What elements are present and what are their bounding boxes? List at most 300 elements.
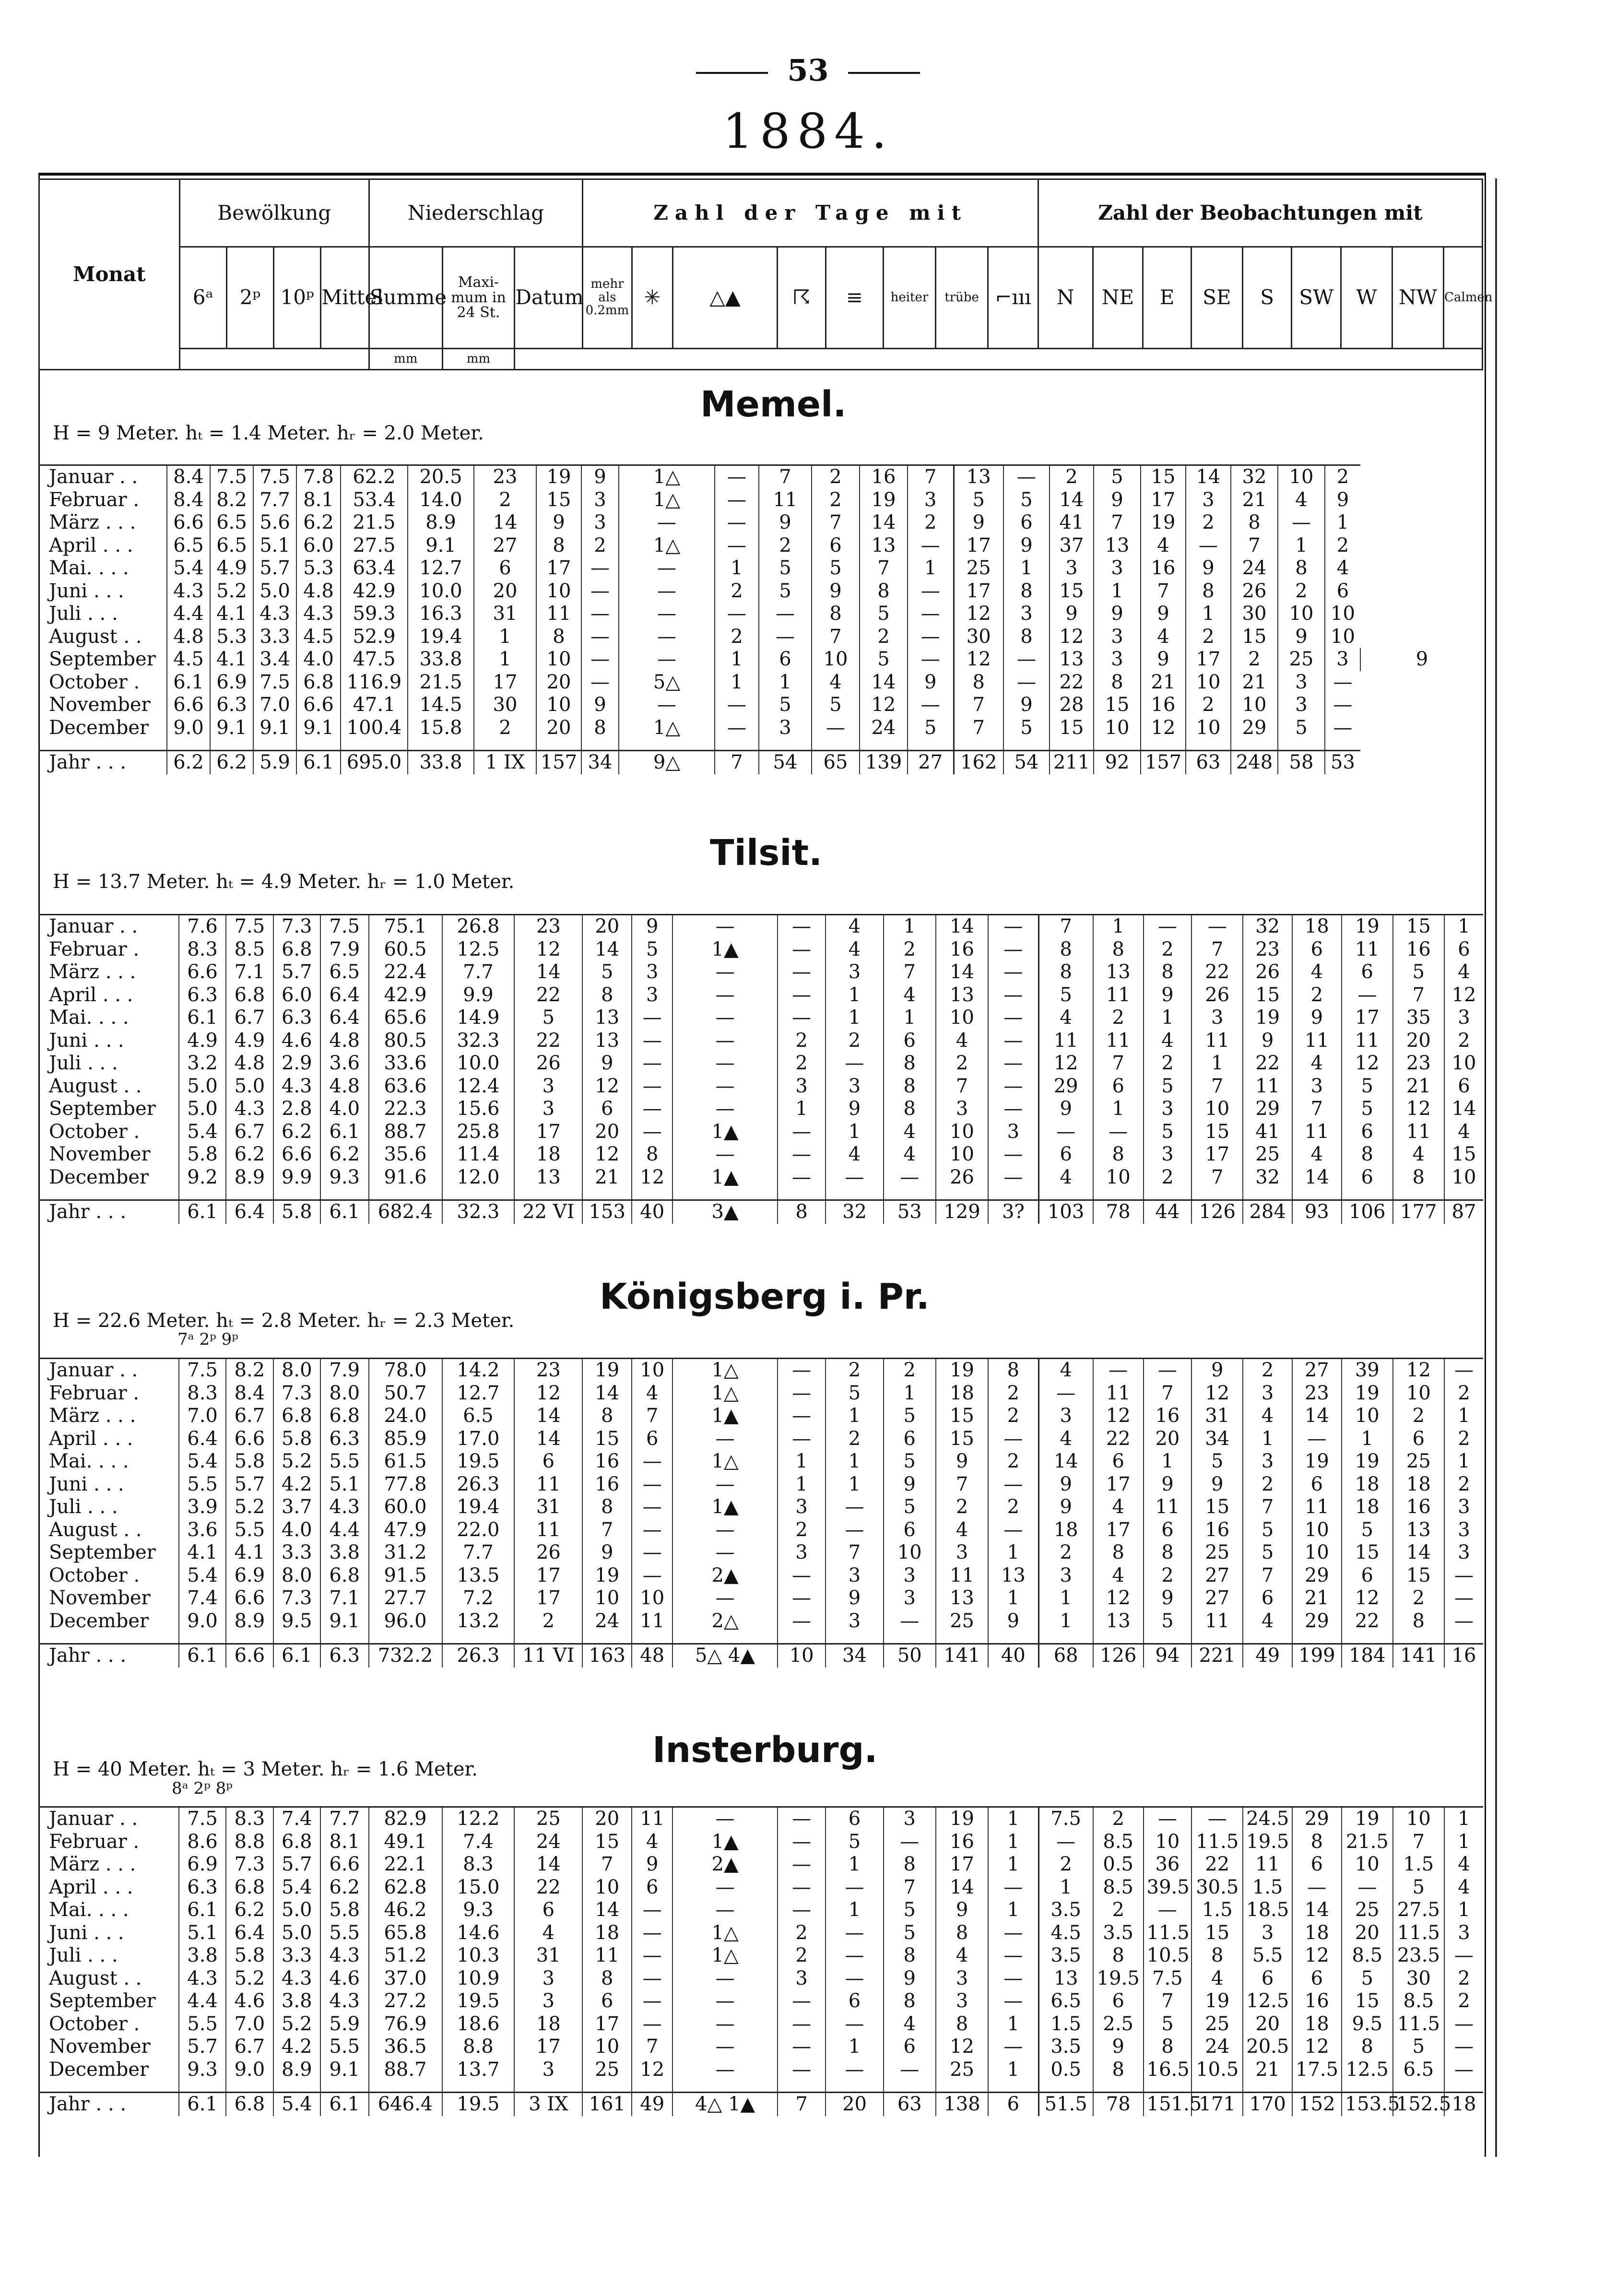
cell-heiter: 6 xyxy=(884,2036,936,2059)
cell-mehr: 153 xyxy=(582,1200,632,1224)
cell-summe: 88.7 xyxy=(369,2059,442,2082)
cell-s: 4 xyxy=(1141,626,1186,649)
cell-b10p: 5.7 xyxy=(273,961,320,984)
cell-thunder: 3 xyxy=(778,1967,826,1990)
cell-sw: 17 xyxy=(1186,648,1231,671)
cell-se: 1.5 xyxy=(1191,1899,1243,1922)
cell-hail: — xyxy=(672,1428,778,1451)
cell-calmen: 1 xyxy=(1444,1899,1483,1922)
cell-summe: 77.8 xyxy=(369,1473,442,1496)
cell-b10p: 3.4 xyxy=(253,648,296,671)
month-label: Juli . . . xyxy=(49,1496,118,1518)
cell-undefined: 9 xyxy=(1360,648,1483,671)
cell-b2p: 4.1 xyxy=(210,603,253,626)
cell-fog: 20 xyxy=(826,2093,883,2116)
cell-ne: 22 xyxy=(1093,1428,1144,1451)
cell-nw: 35 xyxy=(1393,1006,1444,1030)
cell-b10p: 9.5 xyxy=(273,1610,320,1633)
cell-b10p: 3.3 xyxy=(273,1541,320,1564)
cell-snow: 9 xyxy=(632,915,672,938)
cell-bmittel: 6.6 xyxy=(320,1853,369,1876)
cell-hail: 1▲ xyxy=(672,1831,778,1854)
cell-storm: — xyxy=(988,938,1038,961)
cell-maximum: 13.2 xyxy=(442,1610,515,1633)
cell-n: — xyxy=(1038,1121,1093,1144)
cell-datum: 4 xyxy=(514,1922,582,1945)
cell-snow: 6 xyxy=(632,1428,672,1451)
cell-n: 3 xyxy=(1038,1405,1093,1428)
cell-b2p: 6.9 xyxy=(210,671,253,694)
cell-hail: — xyxy=(619,603,715,626)
cell-snow: — xyxy=(632,1519,672,1542)
cell-e: — xyxy=(1144,1359,1192,1382)
cell-summe: 646.4 xyxy=(369,2093,442,2116)
cell-nw: 6.5 xyxy=(1393,2059,1444,2082)
cell-se: 15 xyxy=(1191,1121,1243,1144)
table-row xyxy=(38,489,1483,512)
cell-se: 9 xyxy=(1191,1473,1243,1496)
cell-heiter: 8 xyxy=(884,1052,936,1075)
month-label: November xyxy=(49,2036,151,2058)
cell-b2p: 6.6 xyxy=(226,1587,273,1610)
cell-maximum: 14.9 xyxy=(442,1006,515,1030)
cell-nw: 25 xyxy=(1393,1450,1444,1473)
cell-bmittel: 4.6 xyxy=(320,1967,369,1990)
cell-e: 10 xyxy=(1144,1831,1192,1854)
cell-calmen: 1 xyxy=(1325,511,1360,534)
cell-fog: 1 xyxy=(826,2036,883,2059)
cell-fog: 6 xyxy=(826,1807,883,1831)
cell-fog: 4 xyxy=(826,915,883,938)
jahr-row xyxy=(38,2093,1483,2116)
cell-ne: 9 xyxy=(1003,694,1050,717)
header-zahl-tage: Zahl der Tage mit xyxy=(583,179,1038,247)
cell-hail: 1△ xyxy=(619,534,715,557)
cell-sw: 152 xyxy=(1292,2093,1342,2116)
cell-b2p: 6.6 xyxy=(226,1644,273,1668)
cell-se: 22 xyxy=(1191,1853,1243,1876)
cell-thunder: — xyxy=(778,915,826,938)
cell-ne: 8 xyxy=(1003,580,1050,603)
cell-se: 3 xyxy=(1191,1006,1243,1030)
cell-maximum: 7.7 xyxy=(442,961,515,984)
cell-b10p: 7.3 xyxy=(273,1587,320,1610)
cell-mehr: 17 xyxy=(536,557,581,580)
table-row xyxy=(38,1166,1483,1189)
cell-fog: 1 xyxy=(826,1853,883,1876)
table-row xyxy=(38,1944,1483,1967)
cell-fog: 1 xyxy=(826,984,883,1007)
cell-maximum: 14.5 xyxy=(408,694,474,717)
cell-mehr: 9 xyxy=(582,1541,632,1564)
cell-b10p: 5.0 xyxy=(253,580,296,603)
cell-snow: — xyxy=(632,1899,672,1922)
cell-summe: 47.1 xyxy=(341,694,408,717)
month-label: März . . . xyxy=(49,511,136,533)
cell-datum: 18 xyxy=(514,1143,582,1166)
cell-storm: 13 xyxy=(988,1564,1038,1587)
cell-b6a: 9.2 xyxy=(179,1166,226,1189)
cell-heiter: 50 xyxy=(884,1644,936,1668)
cell-mehr: 8 xyxy=(536,534,581,557)
cell-ne: 2 xyxy=(1093,1899,1144,1922)
cell-nw: 152.5 xyxy=(1393,2093,1444,2116)
cell-mehr: 163 xyxy=(582,1644,632,1668)
cell-se: 221 xyxy=(1191,1644,1243,1668)
cell-storm: 7 xyxy=(908,465,954,489)
cell-maximum: 14.2 xyxy=(442,1359,515,1382)
cell-nw: 15 xyxy=(1393,915,1444,938)
cell-b10p: 5.4 xyxy=(273,1876,320,1899)
cell-nw: 3 xyxy=(1278,694,1325,717)
month-label: Februar . xyxy=(49,1830,140,1853)
cell-sw: 11 xyxy=(1292,1030,1342,1053)
cell-mehr: 6 xyxy=(582,1098,632,1121)
cell-summe: 96.0 xyxy=(369,1610,442,1633)
cell-s: 3 xyxy=(1243,1382,1292,1405)
cell-nw: 1.5 xyxy=(1393,1853,1444,1876)
cell-b2p: 6.2 xyxy=(226,1143,273,1166)
cell-se: 27 xyxy=(1191,1564,1243,1587)
cell-e: 8 xyxy=(1144,961,1192,984)
cell-bmittel: 4.3 xyxy=(320,1496,369,1519)
cell-w: 9.5 xyxy=(1342,2013,1393,2036)
cell-maximum: 19.5 xyxy=(442,1990,515,2013)
month-label: Mai. . . . xyxy=(49,557,129,579)
cell-ne: — xyxy=(1003,648,1050,671)
cell-storm: 2 xyxy=(988,1450,1038,1473)
cell-w: 22 xyxy=(1342,1610,1393,1633)
cell-bmittel: 9.1 xyxy=(296,717,341,740)
cell-datum: 30 xyxy=(474,694,536,717)
cell-nw: 10 xyxy=(1393,1382,1444,1405)
cell-bmittel: 3.8 xyxy=(320,1541,369,1564)
cell-n: 29 xyxy=(1038,1075,1093,1098)
cell-fog: — xyxy=(826,1496,883,1519)
cell-b2p: 5.0 xyxy=(226,1075,273,1098)
col-sw: SW xyxy=(1292,247,1341,349)
table-row xyxy=(38,1519,1483,1542)
cell-b10p: 8.0 xyxy=(273,1564,320,1587)
cell-snow: — xyxy=(632,1006,672,1030)
month-label: August . . xyxy=(49,1518,142,1541)
cell-heiter: 6 xyxy=(812,534,860,557)
cell-summe: 47.5 xyxy=(341,648,408,671)
cell-nw: 10 xyxy=(1393,1807,1444,1831)
cell-bmittel: 6.1 xyxy=(320,2093,369,2116)
cell-n: 14 xyxy=(1038,1450,1093,1473)
cell-datum: 1 xyxy=(474,626,536,649)
cell-b6a: 6.6 xyxy=(167,694,210,717)
table-row xyxy=(38,1473,1483,1496)
cell-datum: 3 xyxy=(514,1098,582,1121)
cell-se: 1 xyxy=(1094,580,1141,603)
cell-w: 106 xyxy=(1342,1200,1393,1224)
table-row xyxy=(38,1610,1483,1633)
cell-summe: 50.7 xyxy=(369,1382,442,1405)
cell-truebe: 16 xyxy=(860,465,908,489)
cell-snow: — xyxy=(632,1922,672,1945)
cell-e: 15 xyxy=(1050,580,1094,603)
table-row xyxy=(38,2013,1483,2036)
cell-se: 15 xyxy=(1191,1496,1243,1519)
cell-truebe: 13 xyxy=(936,1587,988,1610)
month-label: Juli . . . xyxy=(49,603,118,625)
cell-nw: — xyxy=(1278,511,1325,534)
col-se: SE xyxy=(1191,247,1242,349)
cell-maximum: 9.9 xyxy=(442,984,515,1007)
cell-b6a: 6.2 xyxy=(167,751,210,774)
cell-nw: 16 xyxy=(1393,1496,1444,1519)
table-row xyxy=(38,1006,1483,1030)
cell-e: 7.5 xyxy=(1144,1967,1192,1990)
cell-bmittel: 6.0 xyxy=(296,534,341,557)
cell-truebe: 2 xyxy=(936,1496,988,1519)
cell-ne: 54 xyxy=(1003,751,1050,774)
cell-e: 5 xyxy=(1144,1610,1192,1633)
cell-heiter: 8 xyxy=(884,1853,936,1876)
cell-datum: 22 VI xyxy=(514,1200,582,1224)
cell-ne: 9 xyxy=(1093,2036,1144,2059)
cell-snow: 11 xyxy=(632,1807,672,1831)
cell-snow: 4 xyxy=(632,1382,672,1405)
cell-truebe: 12 xyxy=(936,2036,988,2059)
cell-sw: 12 xyxy=(1292,1944,1342,1967)
cell-fog: 5 xyxy=(826,1831,883,1854)
cell-fog: 2 xyxy=(826,1359,883,1382)
cell-thunder: 8 xyxy=(778,1200,826,1224)
cell-fog: 3 xyxy=(759,717,812,740)
cell-hail: 1△ xyxy=(672,1922,778,1945)
cell-maximum: 16.3 xyxy=(408,603,474,626)
cell-hail: 1▲ xyxy=(672,1405,778,1428)
cell-bmittel: 6.1 xyxy=(320,1121,369,1144)
cell-n: 162 xyxy=(954,751,1003,774)
cell-n: 8 xyxy=(954,671,1003,694)
data-table-memel xyxy=(38,464,1483,774)
cell-s: 18.5 xyxy=(1243,1899,1292,1922)
cell-datum: 6 xyxy=(514,1899,582,1922)
cell-sw: 14 xyxy=(1292,1166,1342,1189)
cell-nw: 58 xyxy=(1278,751,1325,774)
col-maximum: Maxi-mum in 24 St. xyxy=(442,247,515,349)
cell-e: 151.5 xyxy=(1144,2093,1192,2116)
cell-hail: 1▲ xyxy=(672,1496,778,1519)
cell-s: 32 xyxy=(1243,1166,1292,1189)
cell-maximum: 21.5 xyxy=(408,671,474,694)
table-row xyxy=(38,915,1483,938)
cell-storm: — xyxy=(908,648,954,671)
cell-thunder: — xyxy=(778,2036,826,2059)
cell-maximum: 8.8 xyxy=(442,2036,515,2059)
cell-se: 7 xyxy=(1094,511,1141,534)
cell-storm: — xyxy=(988,1075,1038,1098)
cell-calmen: — xyxy=(1325,694,1360,717)
cell-ne: 1 xyxy=(1093,1098,1144,1121)
cell-ne: 8 xyxy=(1003,626,1050,649)
cell-calmen: — xyxy=(1444,1944,1483,1967)
cell-bmittel: 5.1 xyxy=(320,1473,369,1496)
month-label: April . . . xyxy=(49,983,133,1006)
cell-b6a: 3.2 xyxy=(179,1052,226,1075)
cell-w: 184 xyxy=(1342,1644,1393,1668)
cell-n: 3.5 xyxy=(1038,1899,1093,1922)
cell-thunder: 7 xyxy=(778,2093,826,2116)
cell-sw: 6 xyxy=(1292,1967,1342,1990)
cell-se: — xyxy=(1191,915,1243,938)
cell-e: 13 xyxy=(1050,648,1094,671)
cell-thunder: — xyxy=(778,961,826,984)
cell-b10p: 6.8 xyxy=(273,1405,320,1428)
cell-summe: 100.4 xyxy=(341,717,408,740)
cell-hail: 1△ xyxy=(619,489,715,512)
cell-s: 9 xyxy=(1141,603,1186,626)
cell-b2p: 6.9 xyxy=(226,1564,273,1587)
cell-b2p: 6.5 xyxy=(210,511,253,534)
cell-nw: 141 xyxy=(1393,1644,1444,1668)
cell-calmen: 2 xyxy=(1444,1030,1483,1053)
cell-thunder: 2 xyxy=(715,580,759,603)
cell-bmittel: 9.1 xyxy=(320,1610,369,1633)
cell-fog: 11 xyxy=(759,489,812,512)
cell-nw: 2 xyxy=(1393,1405,1444,1428)
table-row xyxy=(38,1098,1483,1121)
cell-hail: 4△ 1▲ xyxy=(672,2093,778,2116)
col-mehr-als: mehr als 0.2mm xyxy=(583,247,632,349)
cell-b2p: 6.4 xyxy=(226,1200,273,1224)
cell-se: 15 xyxy=(1094,694,1141,717)
col-summe: Summe xyxy=(369,247,442,349)
cell-s: 32 xyxy=(1243,915,1292,938)
cell-heiter: 1 xyxy=(884,1006,936,1030)
cell-n: 8 xyxy=(1038,938,1093,961)
cell-snow: — xyxy=(581,580,619,603)
cell-truebe: 3 xyxy=(936,1098,988,1121)
cell-thunder: 2 xyxy=(778,1944,826,1967)
cell-bmittel: 4.8 xyxy=(320,1030,369,1053)
cell-maximum: 12.0 xyxy=(442,1166,515,1189)
cell-b6a: 5.0 xyxy=(179,1075,226,1098)
cell-storm: 1 xyxy=(988,1807,1038,1831)
cell-calmen: 2 xyxy=(1325,534,1360,557)
cell-sw: 19 xyxy=(1292,1450,1342,1473)
cell-maximum: 6.5 xyxy=(442,1405,515,1428)
month-label: October . xyxy=(49,2012,140,2035)
cell-fog: 9 xyxy=(826,1098,883,1121)
cell-se: 8 xyxy=(1094,671,1141,694)
cell-b2p: 9.0 xyxy=(226,2059,273,2082)
cell-w: 6 xyxy=(1342,1121,1393,1144)
cell-e: 12 xyxy=(1050,626,1094,649)
cell-s: 24.5 xyxy=(1243,1807,1292,1831)
cell-b6a: 3.9 xyxy=(179,1496,226,1519)
cell-summe: 80.5 xyxy=(369,1030,442,1053)
cell-w: 19 xyxy=(1342,1807,1393,1831)
cell-b2p: 6.8 xyxy=(226,2093,273,2116)
cell-datum: 1 IX xyxy=(474,751,536,774)
table-row xyxy=(38,2036,1483,2059)
cell-nw: 27.5 xyxy=(1393,1899,1444,1922)
cell-heiter: 8 xyxy=(884,1990,936,2013)
cell-s: 6 xyxy=(1243,1587,1292,1610)
table-row xyxy=(38,1853,1483,1876)
cell-hail: 5△ 4▲ xyxy=(672,1644,778,1668)
cell-summe: 21.5 xyxy=(341,511,408,534)
cell-nw: 5 xyxy=(1278,717,1325,740)
cell-bmittel: 6.4 xyxy=(320,984,369,1007)
cell-mehr: 10 xyxy=(582,1587,632,1610)
cell-e: 7 xyxy=(1144,1382,1192,1405)
cell-s: 20 xyxy=(1243,2013,1292,2036)
cell-heiter: 5 xyxy=(812,557,860,580)
cell-mehr: 10 xyxy=(536,580,581,603)
cell-n: 17 xyxy=(954,534,1003,557)
cell-bmittel: 3.6 xyxy=(320,1052,369,1075)
cell-b6a: 8.4 xyxy=(167,489,210,512)
cell-bmittel: 5.5 xyxy=(320,1922,369,1945)
cell-mehr: 8 xyxy=(582,1405,632,1428)
cell-summe: 88.7 xyxy=(369,1121,442,1144)
cell-w: 5 xyxy=(1342,1075,1393,1098)
cell-calmen: 1 xyxy=(1444,1450,1483,1473)
cell-nw: 5 xyxy=(1393,961,1444,984)
cell-fog: 7 xyxy=(826,1541,883,1564)
table-row xyxy=(38,1405,1483,1428)
cell-bmittel: 4.3 xyxy=(320,1990,369,2013)
cell-mehr: 9 xyxy=(536,511,581,534)
cell-thunder: — xyxy=(778,1587,826,1610)
cell-datum: 17 xyxy=(514,1587,582,1610)
cell-hail: — xyxy=(672,2013,778,2036)
cell-calmen: — xyxy=(1444,2013,1483,2036)
month-label: Juni . . . xyxy=(49,580,124,602)
cell-maximum: 26.3 xyxy=(442,1644,515,1668)
cell-mehr: 9 xyxy=(582,1052,632,1075)
cell-sw: 63 xyxy=(1186,751,1231,774)
cell-w: 24 xyxy=(1231,557,1278,580)
cell-bmittel: 7.7 xyxy=(320,1807,369,1831)
cell-b10p: 4.3 xyxy=(273,1075,320,1098)
cell-b2p: 5.2 xyxy=(226,1967,273,1990)
cell-snow: 11 xyxy=(632,1610,672,1633)
cell-bmittel: 5.3 xyxy=(296,557,341,580)
cell-se: 7 xyxy=(1191,1075,1243,1098)
cell-summe: 22.4 xyxy=(369,961,442,984)
cell-summe: 62.2 xyxy=(341,465,408,489)
cell-fog: 2 xyxy=(826,1030,883,1053)
cell-fog: 5 xyxy=(759,580,812,603)
cell-fog: — xyxy=(826,1967,883,1990)
cell-bmittel: 6.1 xyxy=(296,751,341,774)
cell-hail: — xyxy=(672,915,778,938)
cell-b6a: 4.3 xyxy=(167,580,210,603)
cell-e: 9 xyxy=(1144,984,1192,1007)
table-row xyxy=(38,1967,1483,1990)
cell-fog: 2 xyxy=(759,534,812,557)
cell-thunder: 3 xyxy=(778,1075,826,1098)
cell-se: — xyxy=(1191,1807,1243,1831)
cell-e: 1 xyxy=(1144,1006,1192,1030)
cell-storm: — xyxy=(988,1098,1038,1121)
table-row xyxy=(38,1359,1483,1382)
cell-truebe: 8 xyxy=(936,1922,988,1945)
station-meta-insterburg: H = 40 Meter. hₜ = 3 Meter. hᵣ = 1.6 Meter. xyxy=(53,1758,478,1780)
cell-sw: 6 xyxy=(1292,1473,1342,1496)
cell-snow: — xyxy=(632,1098,672,1121)
data-table-tilsit xyxy=(38,914,1483,1224)
table-row xyxy=(38,1382,1483,1405)
cell-storm: — xyxy=(908,626,954,649)
